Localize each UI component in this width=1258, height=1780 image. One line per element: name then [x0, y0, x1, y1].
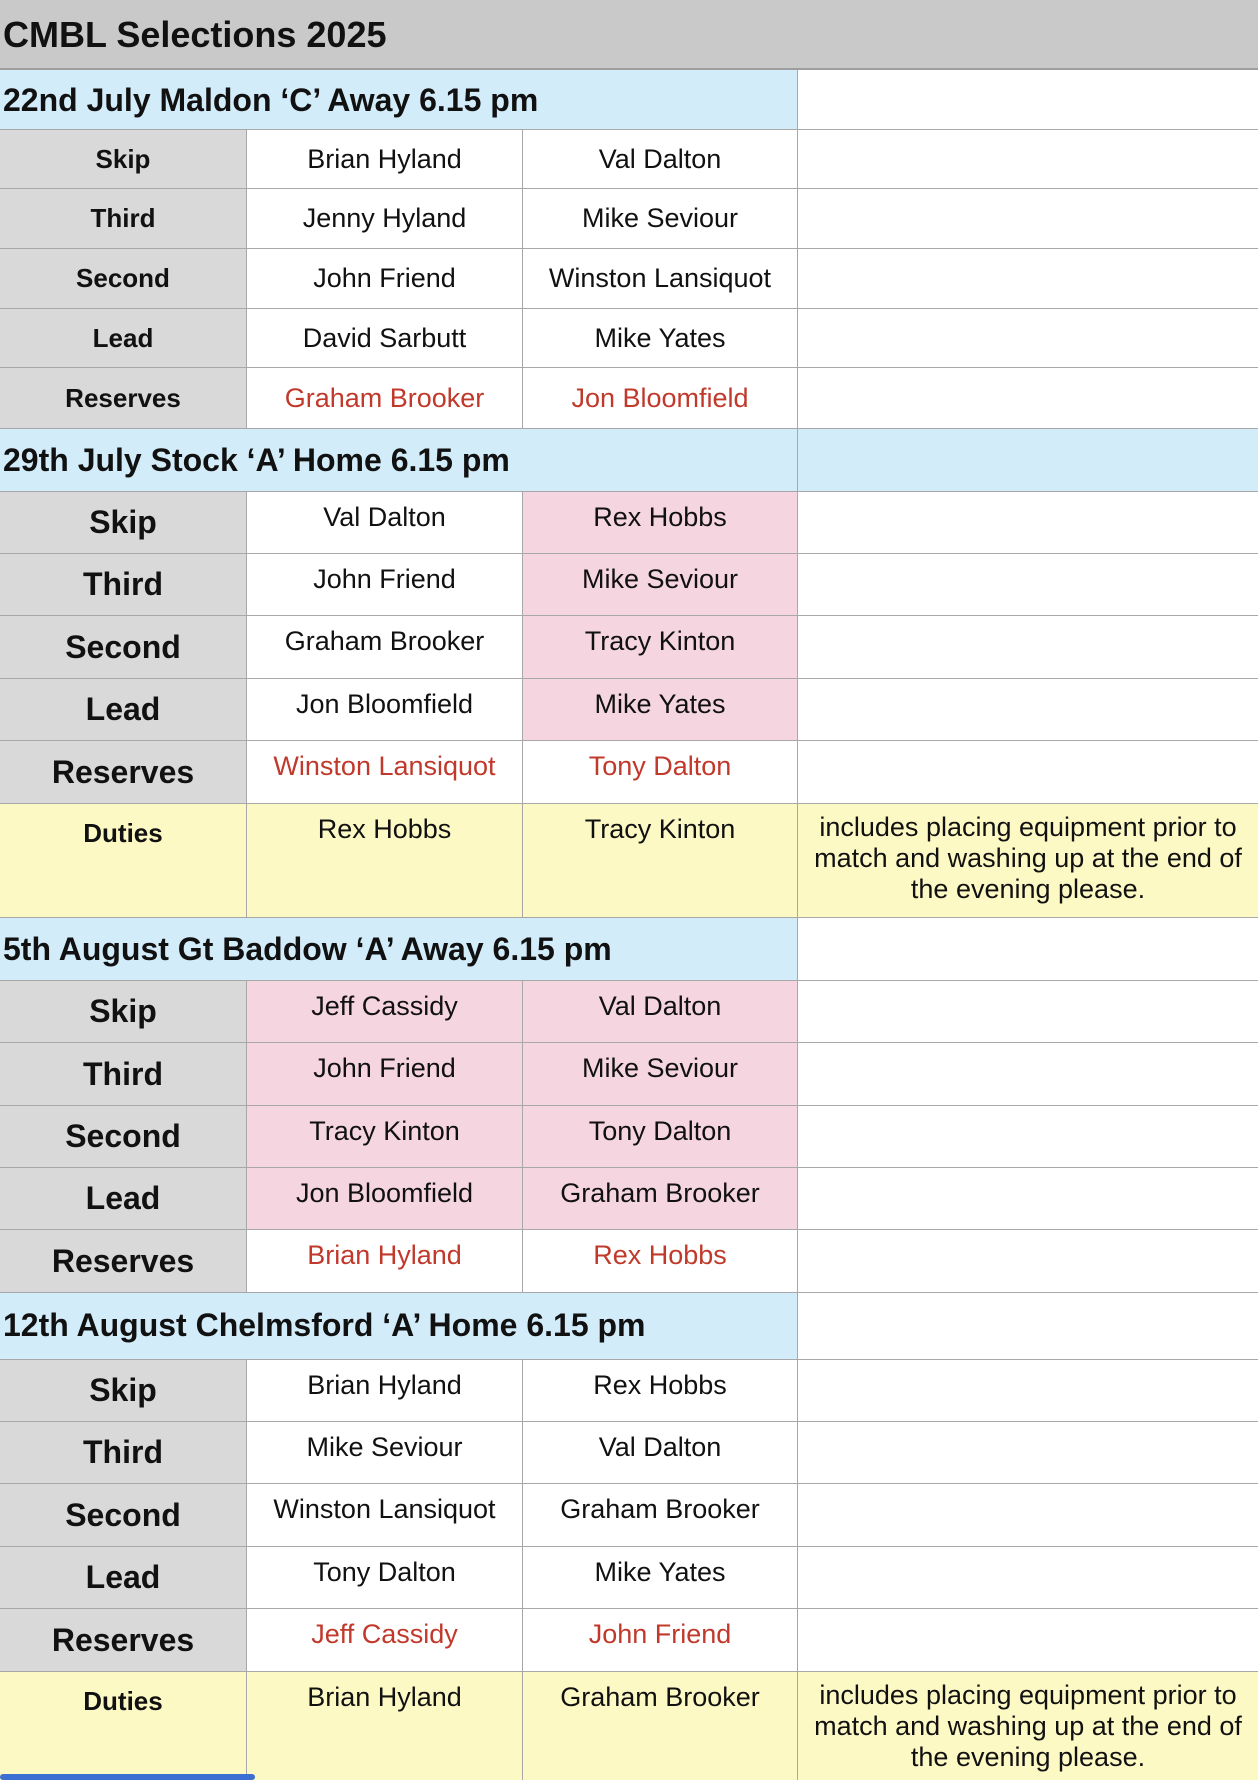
- player-cell-highlighted: [523, 554, 798, 616]
- empty-cell: [798, 554, 1258, 616]
- role-label: Second: [76, 263, 170, 293]
- role-cell: [0, 1043, 247, 1106]
- duty-cell: [523, 1672, 798, 1780]
- player-name: Jeff Cassidy: [311, 991, 458, 1021]
- role-label: Lead: [85, 691, 161, 727]
- fixture-header-row: [0, 1293, 1258, 1360]
- player-cell: [523, 309, 798, 368]
- player-cell: [523, 1547, 798, 1609]
- table-row: [0, 1547, 1258, 1609]
- reserve-cell: [523, 1609, 798, 1672]
- player-cell-highlighted: [523, 616, 798, 679]
- player-name: Rex Hobbs: [593, 1370, 727, 1400]
- table-row: [0, 1484, 1258, 1547]
- fixture-header: 12th August Chelmsford ‘A’ Home 6.15 pm: [3, 1307, 646, 1343]
- fixture-header-cell: [0, 429, 798, 492]
- role-label: Skip: [95, 143, 151, 174]
- role-cell: [0, 130, 247, 189]
- player-cell: [247, 309, 523, 368]
- table-row: [0, 679, 1258, 741]
- player-cell-highlighted: [247, 1043, 523, 1106]
- fixture-header-row: [0, 429, 1258, 492]
- player-name: Mike Seviour: [581, 203, 739, 233]
- role-cell: [0, 679, 247, 741]
- duty-name: Tracy Kinton: [584, 814, 736, 844]
- player-cell-highlighted: [523, 1106, 798, 1168]
- player-name: John Friend: [313, 564, 456, 594]
- player-cell-highlighted: [523, 679, 798, 741]
- player-cell: [247, 492, 523, 554]
- duty-name: Brian Hyland: [307, 1682, 462, 1712]
- role-label: Second: [65, 628, 181, 665]
- role-label: Reserves: [65, 382, 181, 413]
- player-cell: [247, 1484, 523, 1547]
- reserve-cell: [247, 741, 523, 804]
- role-cell: [0, 1672, 247, 1780]
- fixture-header: 22nd July Maldon ‘C’ Away 6.15 pm: [3, 82, 539, 118]
- empty-cell: [798, 1360, 1258, 1422]
- role-label: Skip: [89, 1372, 157, 1408]
- player-cell: [247, 1360, 523, 1422]
- role-cell: [0, 1609, 247, 1672]
- table-row: [0, 1230, 1258, 1293]
- role-label: Third: [90, 203, 156, 233]
- role-label: Third: [83, 1055, 163, 1092]
- reserve-cell: [523, 1230, 798, 1293]
- table-row: [0, 1106, 1258, 1168]
- role-label: Lead: [85, 1559, 161, 1595]
- role-label: Duties: [83, 1686, 163, 1716]
- player-name: Mike Yates: [594, 322, 726, 353]
- page-title: CMBL Selections 2025: [3, 14, 387, 55]
- fixture-header: 29th July Stock ‘A’ Home 6.15 pm: [3, 442, 510, 478]
- player-name: Mike Seviour: [581, 1053, 739, 1083]
- role-label: Lead: [92, 322, 154, 353]
- table-row: [0, 368, 1258, 429]
- player-name: David Sarbutt: [302, 322, 467, 353]
- table-row: [0, 1168, 1258, 1230]
- role-cell: [0, 1484, 247, 1547]
- role-label: Reserves: [51, 1242, 195, 1279]
- player-name: John Friend: [313, 1053, 456, 1083]
- fixture-header-row: [0, 70, 1258, 130]
- reserve-name: Rex Hobbs: [593, 1240, 727, 1270]
- player-name: Mike Yates: [594, 1557, 726, 1587]
- reserve-cell: [523, 741, 798, 804]
- table-row: [0, 981, 1258, 1043]
- role-label: Third: [83, 566, 163, 602]
- table-row: [0, 189, 1258, 249]
- duty-name: Rex Hobbs: [317, 814, 452, 844]
- scroll-indicator[interactable]: [0, 1774, 255, 1780]
- player-cell: [523, 189, 798, 249]
- player-name: Brian Hyland: [307, 1370, 462, 1400]
- player-cell: [523, 1484, 798, 1547]
- reserve-name: John Friend: [588, 1619, 732, 1649]
- role-label: Lead: [85, 1180, 161, 1216]
- player-name: Mike Seviour: [306, 1432, 463, 1462]
- fixture-header-row: [0, 918, 1258, 981]
- role-cell: [0, 804, 247, 918]
- empty-cell: [798, 1043, 1258, 1106]
- reserve-name: Jon Bloomfield: [571, 382, 749, 413]
- role-cell: [0, 368, 247, 429]
- player-name: Jenny Hyland: [302, 203, 467, 233]
- player-cell-highlighted: [247, 1168, 523, 1230]
- player-name: Tony Dalton: [313, 1557, 456, 1587]
- player-cell: [247, 679, 523, 741]
- player-cell: [247, 1547, 523, 1609]
- role-cell: [0, 981, 247, 1043]
- empty-cell: [798, 1168, 1258, 1230]
- player-cell-highlighted: [247, 1106, 523, 1168]
- empty-cell: [798, 1609, 1258, 1672]
- table-row: [0, 130, 1258, 189]
- player-cell: [247, 554, 523, 616]
- reserve-name: Winston Lansiquot: [273, 751, 496, 781]
- page-title-bar: [0, 0, 1258, 70]
- empty-cell: [798, 981, 1258, 1043]
- fixture-header-cell: [0, 70, 798, 130]
- duties-row: [0, 1672, 1258, 1780]
- empty-cell: [798, 1547, 1258, 1609]
- player-cell: [247, 130, 523, 189]
- role-cell: [0, 1230, 247, 1293]
- role-cell: [0, 189, 247, 249]
- table-row: [0, 1422, 1258, 1484]
- fixture-header-cell: [0, 918, 798, 981]
- player-cell-highlighted: [247, 981, 523, 1043]
- role-label: Reserves: [51, 1621, 195, 1658]
- empty-cell: [798, 741, 1258, 804]
- player-name: Tony Dalton: [588, 1116, 732, 1146]
- role-label: Duties: [83, 818, 163, 848]
- fixture-header: 5th August Gt Baddow ‘A’ Away 6.15 pm: [3, 931, 612, 967]
- player-name: Val Dalton: [323, 502, 446, 532]
- empty-cell: [798, 616, 1258, 679]
- reserve-name: Tony Dalton: [588, 751, 732, 781]
- table-row: [0, 492, 1258, 554]
- player-cell: [247, 1422, 523, 1484]
- player-name: Val Dalton: [598, 991, 722, 1021]
- table-row: [0, 309, 1258, 368]
- player-name: Jon Bloomfield: [295, 1178, 474, 1208]
- duty-name: Graham Brooker: [560, 1682, 760, 1712]
- table-row: [0, 1360, 1258, 1422]
- role-cell: [0, 1168, 247, 1230]
- empty-cell: [798, 309, 1258, 368]
- fixture-header-cell: [0, 1293, 798, 1360]
- empty-cell: [798, 70, 1258, 130]
- duty-cell: [523, 804, 798, 918]
- role-label: Skip: [89, 504, 157, 540]
- empty-cell: [798, 429, 1258, 492]
- player-name: Tracy Kinton: [309, 1116, 460, 1146]
- duty-note: includes placing equipment prior to match and washing up at the end of the evening please.: [814, 812, 1242, 904]
- player-name: Graham Brooker: [560, 1178, 760, 1208]
- table-row: [0, 616, 1258, 679]
- duty-note-cell: [798, 804, 1258, 918]
- role-label: Reserves: [51, 753, 195, 790]
- role-cell: [0, 554, 247, 616]
- player-name: Mike Seviour: [581, 564, 739, 594]
- role-label: Second: [65, 1496, 181, 1533]
- player-cell-highlighted: [523, 1043, 798, 1106]
- empty-cell: [798, 1106, 1258, 1168]
- player-name: Graham Brooker: [284, 626, 485, 656]
- reserve-cell: [247, 1230, 523, 1293]
- role-cell: [0, 1422, 247, 1484]
- player-name: Mike Yates: [594, 689, 726, 719]
- empty-cell: [798, 189, 1258, 249]
- table-row: [0, 741, 1258, 804]
- duty-note-cell: [798, 1672, 1258, 1780]
- reserve-cell: [523, 368, 798, 429]
- reserve-cell: [247, 1609, 523, 1672]
- player-cell-highlighted: [523, 1168, 798, 1230]
- role-cell: [0, 1106, 247, 1168]
- player-name: Tracy Kinton: [584, 626, 736, 656]
- player-cell: [523, 1422, 798, 1484]
- table-row: [0, 554, 1258, 616]
- player-name: John Friend: [313, 263, 456, 293]
- empty-cell: [798, 918, 1258, 981]
- role-cell: [0, 1547, 247, 1609]
- player-name: Rex Hobbs: [593, 502, 727, 532]
- empty-cell: [798, 1422, 1258, 1484]
- role-cell: [0, 309, 247, 368]
- empty-cell: [798, 249, 1258, 309]
- player-name: Val Dalton: [598, 143, 722, 174]
- reserve-cell: [247, 368, 523, 429]
- duty-cell: [247, 1672, 523, 1780]
- empty-cell: [798, 130, 1258, 189]
- player-cell: [247, 249, 523, 309]
- role-cell: [0, 249, 247, 309]
- role-cell: [0, 492, 247, 554]
- role-label: Second: [65, 1118, 181, 1154]
- empty-cell: [798, 1293, 1258, 1360]
- player-name: Val Dalton: [598, 1432, 722, 1462]
- role-label: Skip: [89, 993, 157, 1029]
- player-cell: [523, 249, 798, 309]
- duty-cell: [247, 804, 523, 918]
- table-row: [0, 1043, 1258, 1106]
- player-cell-highlighted: [523, 981, 798, 1043]
- player-cell: [247, 189, 523, 249]
- player-cell: [523, 1360, 798, 1422]
- player-name: Jon Bloomfield: [295, 689, 474, 719]
- empty-cell: [798, 1230, 1258, 1293]
- player-name: Brian Hyland: [307, 143, 462, 174]
- player-name: Graham Brooker: [560, 1494, 760, 1524]
- reserve-name: Brian Hyland: [307, 1240, 462, 1270]
- role-cell: [0, 616, 247, 679]
- role-cell: [0, 741, 247, 804]
- player-cell: [247, 616, 523, 679]
- player-cell-highlighted: [523, 492, 798, 554]
- role-cell: [0, 1360, 247, 1422]
- empty-cell: [798, 1484, 1258, 1547]
- table-row: [0, 249, 1258, 309]
- duty-note: includes placing equipment prior to match and washing up at the end of the evening please.: [814, 1680, 1242, 1772]
- player-name: Winston Lansiquot: [548, 263, 772, 293]
- empty-cell: [798, 492, 1258, 554]
- duties-row: [0, 804, 1258, 918]
- empty-cell: [798, 368, 1258, 429]
- reserve-name: Graham Brooker: [284, 382, 485, 413]
- reserve-name: Jeff Cassidy: [311, 1619, 458, 1649]
- empty-cell: [798, 679, 1258, 741]
- player-cell: [523, 130, 798, 189]
- role-label: Third: [83, 1434, 163, 1470]
- player-name: Winston Lansiquot: [273, 1494, 496, 1524]
- table-row: [0, 1609, 1258, 1672]
